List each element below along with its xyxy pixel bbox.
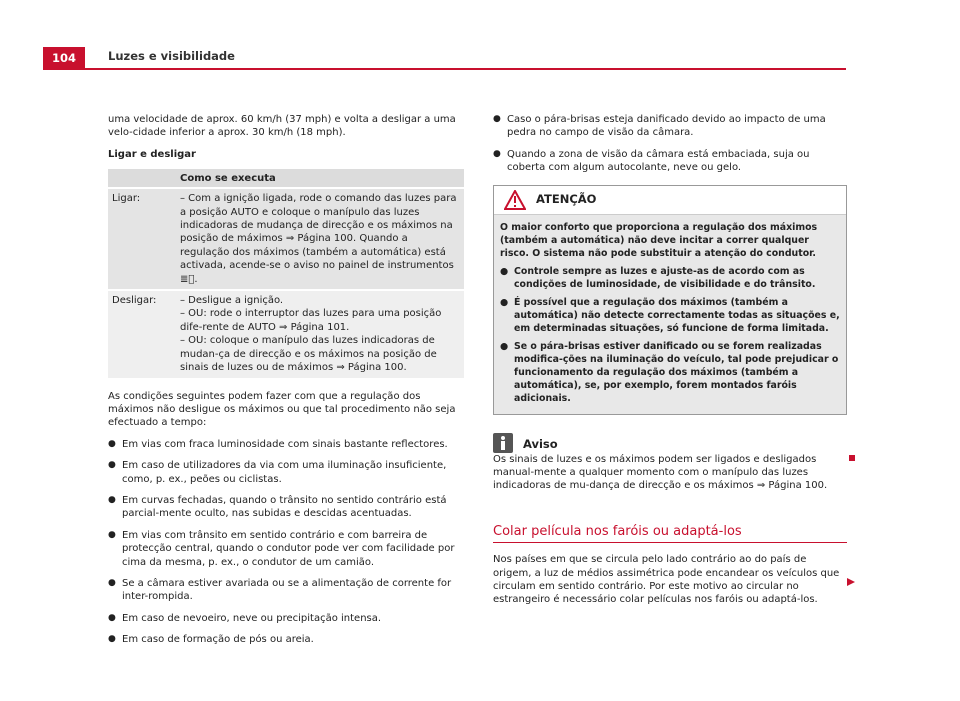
table-line: – OU: coloque o manípulo das luzes indicadoras de mudan-ça de direcção e os máximos na posição de sinais de luzes ou de máximos ⇒ Página 100. xyxy=(180,335,437,374)
list-item: ● Em caso de formação de pós ou areia. xyxy=(108,634,314,646)
continue-arrow-icon xyxy=(847,578,855,586)
note-header xyxy=(493,433,847,453)
warning-box xyxy=(493,185,847,415)
bullet-icon: ● xyxy=(108,529,116,540)
table-row-label: Ligar: xyxy=(108,189,176,289)
intro-paragraph: uma velocidade de aprox. 60 km/h (37 mph) e volta a desligar a uma velo-cidade inferior a aprox. 30 km/h (18 mph). xyxy=(108,114,456,139)
list-item: ● Em curvas fechadas, quando o trânsito no sentido contrário está parcial-mente oculto, nas subidas e descidas acentuadas. xyxy=(108,494,447,520)
table-header-blank xyxy=(108,169,176,187)
header-divider xyxy=(43,68,846,70)
warning-item: ● Se o pára-brisas estiver danificado ou se forem realizadas modifica-ções na iluminação do veículo, tal pode prejudicar o funcionamento da regulação dos máximos (também a automática), se, por exemplo, forem montados faróis adicionais. xyxy=(500,340,839,404)
warning-title: ATENÇÃO xyxy=(536,191,597,206)
list-item: ● Caso o pára-brisas esteja danificado devido ao impacto de uma pedra no campo de visão da câmara. xyxy=(493,114,826,139)
table-header: Como se executa xyxy=(176,169,464,187)
page-header-title: Luzes e visibilidade xyxy=(108,49,235,63)
warning-triangle-icon xyxy=(504,190,526,210)
list-item: ● Em caso de nevoeiro, neve ou precipitação intensa. xyxy=(108,612,382,624)
subheading: Ligar e desligar xyxy=(108,148,196,160)
table-row-text xyxy=(176,291,464,377)
list-item: ● Em vias com trânsito em sentido contrário e com barreira de protecção central, quando o condutor pode ver com facilidade por cima da mesma, p. ex., o condutor de um camião. xyxy=(108,529,455,568)
table-row-label: Desligar: xyxy=(108,291,176,377)
bullet-icon: ● xyxy=(500,340,509,352)
procedure-table xyxy=(108,167,464,379)
warning-intro: O maior conforto que proporciona a regulação dos máximos (também a automática) não deve incitar a correr qualquer risco. O sistema não pode substituir a atenção do condutor. xyxy=(500,221,818,259)
table-line: – Com a ignição ligada, rode o comando das luzes para a posição AUTO e coloque o manípulo das luzes indicadoras de mudança de direcção e os máximos na posição de máximos ⇒ Página 100. Quando a regulação dos máximos (também a automática) está activada, acende-se o aviso no painel de instrumentos ≣⃝. xyxy=(180,193,457,285)
bullet-icon: ● xyxy=(108,494,116,505)
warning-item: ● Controle sempre as luzes e ajuste-as de acordo com as condições de luminosidade, de visibilidade e do trânsito. xyxy=(500,265,816,290)
list-item: ● Em vias com fraca luminosidade com sinais bastante reflectores. xyxy=(108,438,448,450)
warning-body xyxy=(494,215,846,414)
list-item: ● Em caso de utilizadores da via com uma iluminação insuficiente, como, p. ex., peões ou ciclistas. xyxy=(108,460,447,485)
section-title: Colar película nos faróis ou adaptá-los xyxy=(493,525,847,543)
bullet-icon: ● xyxy=(500,265,509,277)
table-line: – Desligue a ignição. xyxy=(180,295,284,307)
bullet-icon: ● xyxy=(108,634,116,645)
table-line: – OU: rode o interruptor das luzes para uma posição dife-rente de AUTO ⇒ Página 101. xyxy=(180,308,442,333)
bullet-icon: ● xyxy=(108,438,116,449)
bullet-icon: ● xyxy=(108,577,116,588)
info-note-icon xyxy=(493,433,513,453)
bullet-icon: ● xyxy=(108,460,116,471)
end-of-section-square-icon xyxy=(849,455,855,461)
list-item: ● Quando a zona de visão da câmara está embaciada, suja ou coberta com algum autocolante, neve ou gelo. xyxy=(493,148,810,174)
right-column xyxy=(493,113,847,607)
conditions-paragraph: As condições seguintes podem fazer com que a regulação dos máximos não desligue os máximos ou que tal procedimento não seja efectuado a tempo: xyxy=(108,390,456,429)
table-row-text xyxy=(176,189,464,289)
left-column xyxy=(108,113,464,655)
list-item: ● Se a câmara estiver avariada ou se a alimentação de corrente for inter-rompida. xyxy=(108,577,452,603)
table-row xyxy=(108,291,464,377)
warning-item: ● É possível que a regulação dos máximos (também a automática) não detecte correctamente todas as situações e, em determinadas situações, só funcione de forma limitada. xyxy=(500,296,840,334)
bullet-icon: ● xyxy=(493,114,501,124)
note-text: Os sinais de luzes e os máximos podem ser ligados e desligados manual-mente a qualquer momento com o manípulo das luzes indicadoras de mu-dança de direcção e os máximos ⇒ Página 100. xyxy=(493,453,828,492)
note-title: Aviso xyxy=(523,436,558,451)
table-row xyxy=(108,189,464,289)
note-box xyxy=(493,433,847,493)
bullet-icon: ● xyxy=(500,296,509,308)
bullet-icon: ● xyxy=(493,148,501,159)
section-paragraph: Nos países em que se circula pelo lado contrário ao do país de origem, a luz de médios assimétrica pode encandear os veículos que circulam em sentido contrário. Por este motivo ao circular no estrangeiro é necessário colar películas nos faróis ou adaptá-los. xyxy=(493,554,840,606)
page-number: 104 xyxy=(43,47,85,69)
bullet-icon: ● xyxy=(108,612,116,623)
warning-header xyxy=(494,186,846,215)
